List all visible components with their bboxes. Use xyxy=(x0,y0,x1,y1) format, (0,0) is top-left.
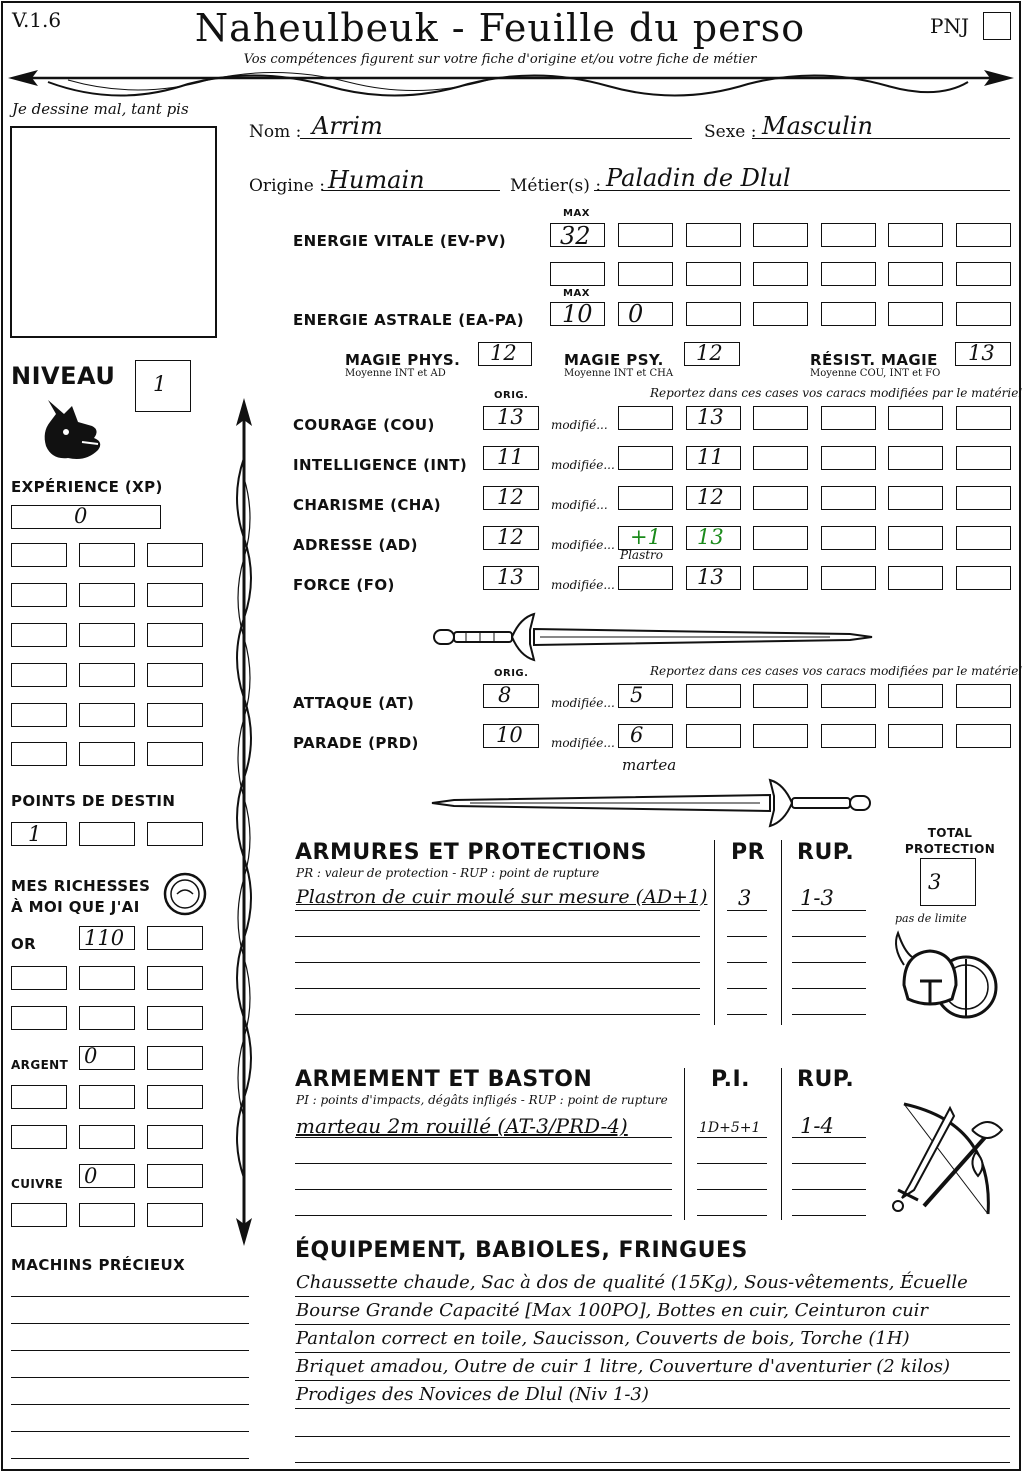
ev-label: ENERGIE VITALE (EV-PV) xyxy=(293,232,506,250)
equipement-line[interactable] xyxy=(295,1324,1010,1325)
carac-mod-label: modifiée... xyxy=(551,458,615,472)
carac-label: ADRESSE (AD) xyxy=(293,536,418,554)
machin-line[interactable] xyxy=(11,1350,249,1351)
xp-box[interactable] xyxy=(147,543,203,567)
armure-line[interactable] xyxy=(295,962,700,963)
ea-box[interactable] xyxy=(686,302,741,326)
ea-label: ENERGIE ASTRALE (EA-PA) xyxy=(293,311,525,329)
carac-mod-box[interactable] xyxy=(821,406,876,430)
resist-magie-note: Moyenne COU, INT et FO xyxy=(810,368,941,379)
niveau-label: NIVEAU xyxy=(11,362,116,390)
equipement-title: ÉQUIPEMENT, BABIOLES, FRINGUES xyxy=(295,1238,748,1263)
weapons-icon xyxy=(884,1094,1008,1218)
equipement-line[interactable] xyxy=(295,1380,1010,1381)
armure-line[interactable] xyxy=(295,1014,700,1015)
carac-mod-box[interactable] xyxy=(753,446,808,470)
ev-box[interactable] xyxy=(753,262,808,286)
xp-value: 0 xyxy=(74,504,88,528)
arme-row-rup[interactable]: 1-4 xyxy=(800,1114,834,1138)
machin-line[interactable] xyxy=(11,1377,249,1378)
machin-line[interactable] xyxy=(11,1323,249,1324)
resist-magie-label: RÉSIST. MAGIE xyxy=(810,351,938,369)
xp-box[interactable] xyxy=(147,742,203,766)
or-label: OR xyxy=(11,935,37,953)
total-label-2: PROTECTION xyxy=(904,842,996,856)
carac-mod-note: Plastro xyxy=(620,548,664,562)
sexe-value[interactable]: Masculin xyxy=(762,112,873,140)
ev-box[interactable] xyxy=(686,262,741,286)
carac-mod-box[interactable] xyxy=(753,566,808,590)
money-box[interactable] xyxy=(11,1203,67,1227)
carac-mod-label: modifié... xyxy=(551,418,608,432)
arme-rup-line[interactable] xyxy=(792,1215,866,1216)
parade-note: martea xyxy=(622,756,677,774)
carac-orig-value: 13 xyxy=(497,405,524,429)
combat-mod-box[interactable] xyxy=(686,724,741,748)
ev-box[interactable] xyxy=(821,223,876,247)
armures-divider-2 xyxy=(781,840,782,1025)
carac-mod-box[interactable] xyxy=(821,446,876,470)
armement-title: ARMEMENT ET BASTON xyxy=(295,1067,593,1092)
magie-psy-value: 12 xyxy=(696,341,723,365)
version-label: V.1.6 xyxy=(12,8,62,32)
origine-label: Origine : xyxy=(249,176,325,196)
armure-pr-line[interactable] xyxy=(727,936,767,937)
carac-mod-box[interactable] xyxy=(821,566,876,590)
xp-box[interactable] xyxy=(79,663,135,687)
orig-label: ORIG. xyxy=(494,390,529,401)
carac-mod-box[interactable] xyxy=(821,526,876,550)
xp-box[interactable] xyxy=(79,703,135,727)
cuivre-label: CUIVRE xyxy=(11,1177,64,1191)
carac-mod-box[interactable] xyxy=(956,446,1011,470)
xp-box[interactable] xyxy=(11,742,67,766)
magie-phys-note: Moyenne INT et AD xyxy=(345,368,446,379)
xp-box[interactable] xyxy=(147,663,203,687)
dragon-head-icon xyxy=(38,392,106,464)
equipement-line[interactable] xyxy=(295,1296,1010,1297)
destin-box[interactable] xyxy=(79,822,135,846)
ea-box[interactable] xyxy=(618,302,673,326)
money-box[interactable] xyxy=(11,1085,67,1109)
armure-row-name[interactable]: Plastron de cuir moulé sur mesure (AD+1) xyxy=(296,886,708,908)
armure-rup-line[interactable] xyxy=(792,1014,866,1015)
magie-phys-label: MAGIE PHYS. xyxy=(345,351,461,369)
money-box[interactable] xyxy=(147,926,203,950)
richesses-label-1: MES RICHESSES xyxy=(11,877,151,895)
combat-report-note: Reportez dans ces cases vos caracs modifiées par le matériel xyxy=(650,664,1023,678)
armure-line[interactable] xyxy=(295,936,700,937)
arme-pi-line[interactable] xyxy=(697,1163,767,1164)
money-box[interactable] xyxy=(79,1125,135,1149)
ev-box[interactable] xyxy=(618,262,673,286)
report-note: Reportez dans ces cases vos caracs modifiées par le matériel xyxy=(650,386,1023,400)
xp-box[interactable] xyxy=(79,742,135,766)
carac-mod-box[interactable] xyxy=(618,406,673,430)
attaque-label: ATTAQUE (AT) xyxy=(293,694,415,712)
arme-rup-line[interactable] xyxy=(792,1189,866,1190)
combat-mod-box[interactable] xyxy=(888,684,943,708)
ea-current-value[interactable]: 0 xyxy=(628,300,644,328)
resist-magie-value: 13 xyxy=(968,341,995,365)
arme-line[interactable] xyxy=(295,1163,672,1164)
ea-max-label: MAX xyxy=(563,288,590,299)
combat-mod-box[interactable] xyxy=(618,684,673,708)
nom-label: Nom : xyxy=(249,122,302,142)
cuivre-value: 0 xyxy=(84,1164,98,1188)
arme-row-pi[interactable]: 1D+5+1 xyxy=(699,1120,761,1136)
ev-box[interactable] xyxy=(821,262,876,286)
carac-mod-box[interactable] xyxy=(888,566,943,590)
sword-icon xyxy=(430,612,874,662)
ev-box[interactable] xyxy=(956,223,1011,247)
richesses-label-2: À MOI QUE J'AI xyxy=(11,898,140,916)
armure-rup-line[interactable] xyxy=(792,988,866,989)
money-box[interactable] xyxy=(79,1006,135,1030)
money-box[interactable] xyxy=(79,1203,135,1227)
armure-line[interactable] xyxy=(295,988,700,989)
pi-label: P.I. xyxy=(711,1067,750,1092)
money-box[interactable] xyxy=(147,1203,203,1227)
ev-box[interactable] xyxy=(888,223,943,247)
destin-label: POINTS DE DESTIN xyxy=(11,792,176,810)
carac-label: CHARISME (CHA) xyxy=(293,496,441,514)
coin-icon xyxy=(163,872,207,916)
xp-box[interactable] xyxy=(147,583,203,607)
niveau-value: 1 xyxy=(153,372,167,396)
sword-icon-2 xyxy=(430,778,874,828)
carac-final-value: 13 xyxy=(697,405,724,429)
xp-box[interactable] xyxy=(11,703,67,727)
armure-rup-line[interactable] xyxy=(792,910,866,911)
machin-line[interactable] xyxy=(11,1458,249,1459)
ev-box[interactable] xyxy=(753,223,808,247)
arme-pi-line[interactable] xyxy=(697,1189,767,1190)
carac-mod-box[interactable] xyxy=(618,566,673,590)
arme-line[interactable] xyxy=(295,1189,672,1190)
money-box[interactable] xyxy=(79,966,135,990)
carac-mod-box[interactable] xyxy=(956,486,1011,510)
total-protection-note: pas de limite xyxy=(895,912,967,925)
money-box[interactable] xyxy=(11,1006,67,1030)
armement-note: PI : points d'impacts, dégâts infligés - RUP : point de rupture xyxy=(296,1093,668,1107)
arme-pi-line[interactable] xyxy=(697,1215,767,1216)
carac-mod-box[interactable] xyxy=(753,486,808,510)
carac-mod-box[interactable] xyxy=(821,486,876,510)
ea-max-value[interactable]: 10 xyxy=(562,300,593,328)
carac-label: FORCE (FO) xyxy=(293,576,395,594)
magie-psy-note: Moyenne INT et CHA xyxy=(564,368,674,379)
money-box[interactable] xyxy=(79,1085,135,1109)
combat-mod-box[interactable] xyxy=(753,684,808,708)
carac-label: INTELLIGENCE (INT) xyxy=(293,456,468,474)
ev-max-label: MAX xyxy=(563,208,590,219)
armure-line[interactable] xyxy=(295,910,700,911)
machins-label: MACHINS PRÉCIEUX xyxy=(11,1256,186,1274)
machin-line[interactable] xyxy=(11,1431,249,1432)
armure-pr-line[interactable] xyxy=(727,988,767,989)
armure-rup-line[interactable] xyxy=(792,962,866,963)
carac-orig-value: 12 xyxy=(497,525,524,549)
parade-mod-label: modifiée... xyxy=(551,736,615,750)
portrait-box[interactable] xyxy=(10,126,217,338)
equipement-text: Prodiges des Novices de Dlul (Niv 1-3) xyxy=(296,1384,649,1405)
carac-final-value: 13 xyxy=(697,525,724,549)
xp-box[interactable] xyxy=(11,663,67,687)
carac-final-value: 11 xyxy=(697,445,724,469)
destin-value: 1 xyxy=(28,822,42,846)
parade-mod-value: 6 xyxy=(630,723,644,747)
armement-divider-1 xyxy=(684,1068,685,1220)
carac-mod-box[interactable] xyxy=(753,526,808,550)
ev-box[interactable] xyxy=(888,262,943,286)
ev-box[interactable] xyxy=(618,223,673,247)
ea-box[interactable] xyxy=(956,302,1011,326)
carac-mod-label: modifiée... xyxy=(551,538,615,552)
pr-label: PR xyxy=(731,840,766,865)
combat-orig-label: ORIG. xyxy=(494,668,529,679)
total-protection-value: 3 xyxy=(928,870,942,894)
equipement-line[interactable] xyxy=(295,1462,1010,1463)
ea-box[interactable] xyxy=(888,302,943,326)
ea-box[interactable] xyxy=(753,302,808,326)
xp-label: EXPÉRIENCE (XP) xyxy=(11,478,163,496)
attaque-orig-value: 8 xyxy=(498,683,512,707)
armures-divider-1 xyxy=(714,840,715,1025)
ev-box[interactable] xyxy=(956,262,1011,286)
carac-label: COURAGE (COU) xyxy=(293,416,435,434)
armement-rup-label: RUP. xyxy=(797,1067,855,1092)
machin-line[interactable] xyxy=(11,1404,249,1405)
magie-psy-label: MAGIE PSY. xyxy=(564,351,664,369)
ev-box[interactable] xyxy=(550,262,605,286)
arme-row-name[interactable]: marteau 2m rouillé (AT-3/PRD-4) xyxy=(296,1114,628,1138)
vertical-spear-icon xyxy=(226,398,262,1246)
xp-box[interactable] xyxy=(11,623,67,647)
argent-label: ARGENT xyxy=(11,1058,69,1072)
combat-mod-box[interactable] xyxy=(821,684,876,708)
equipement-text: Briquet amadou, Outre de cuir 1 litre, Couverture d'aventurier (2 kilos) xyxy=(296,1356,951,1377)
ea-box[interactable] xyxy=(821,302,876,326)
armure-rup-line[interactable] xyxy=(792,936,866,937)
armure-pr-line[interactable] xyxy=(727,910,767,911)
arme-rup-line[interactable] xyxy=(792,1163,866,1164)
carac-mod-box[interactable] xyxy=(888,406,943,430)
armure-row-pr[interactable]: 3 xyxy=(738,886,752,910)
origine-value[interactable]: Humain xyxy=(328,166,425,194)
combat-mod-box[interactable] xyxy=(956,684,1011,708)
xp-box[interactable] xyxy=(147,623,203,647)
attaque-mod-label: modifiée... xyxy=(551,696,615,710)
carac-mod-box[interactable] xyxy=(753,406,808,430)
carac-mod-box[interactable] xyxy=(888,526,943,550)
xp-box[interactable] xyxy=(79,543,135,567)
money-box[interactable] xyxy=(147,966,203,990)
armures-title: ARMURES ET PROTECTIONS xyxy=(295,840,647,865)
helmet-shield-icon xyxy=(890,925,1000,1035)
attaque-mod-value: 5 xyxy=(630,683,644,707)
equipement-text: Chaussette chaude, Sac à dos de qualité (15Kg), Sous-vêtements, Écuelle xyxy=(296,1272,968,1293)
carac-orig-value: 12 xyxy=(497,485,524,509)
page-subtitle: Vos compétences figurent sur votre fiche d'origine et/ou votre fiche de métier xyxy=(243,52,757,67)
carac-mod-value: +1 xyxy=(630,525,661,549)
armure-pr-line[interactable] xyxy=(727,962,767,963)
portrait-caption: Je dessine mal, tant pis xyxy=(12,100,189,118)
equipement-line[interactable] xyxy=(295,1436,1010,1437)
carac-orig-value: 13 xyxy=(497,565,524,589)
carac-mod-box[interactable] xyxy=(618,486,673,510)
carac-mod-box[interactable] xyxy=(618,446,673,470)
carac-orig-value: 11 xyxy=(497,445,524,469)
magie-phys-value: 12 xyxy=(490,341,517,365)
destin-box[interactable] xyxy=(147,822,203,846)
metier-value[interactable]: Paladin de Dlul xyxy=(606,164,791,192)
money-box[interactable] xyxy=(147,1125,203,1149)
pnj-label: PNJ xyxy=(930,14,969,38)
armures-note: PR : valeur de protection - RUP : point de rupture xyxy=(296,866,600,880)
combat-mod-box[interactable] xyxy=(821,724,876,748)
or-value: 110 xyxy=(84,926,125,950)
combat-mod-box[interactable] xyxy=(753,724,808,748)
ev-box[interactable] xyxy=(686,223,741,247)
xp-box[interactable] xyxy=(79,583,135,607)
parade-label: PARADE (PRD) xyxy=(293,734,419,752)
arme-pi-line[interactable] xyxy=(697,1137,767,1138)
metier-label: Métier(s) : xyxy=(510,176,602,196)
arme-line[interactable] xyxy=(295,1215,672,1216)
machin-line[interactable] xyxy=(11,1296,249,1297)
pnj-checkbox[interactable] xyxy=(983,12,1011,40)
money-box[interactable] xyxy=(11,1125,67,1149)
nom-value[interactable]: Arrim xyxy=(312,112,383,140)
armures-rup-label: RUP. xyxy=(797,840,855,865)
money-box[interactable] xyxy=(11,966,67,990)
total-label-1: TOTAL xyxy=(927,826,973,840)
combat-mod-box[interactable] xyxy=(956,724,1011,748)
carac-mod-box[interactable] xyxy=(888,446,943,470)
armement-divider-2 xyxy=(781,1068,782,1220)
combat-mod-box[interactable] xyxy=(888,724,943,748)
sexe-label: Sexe : xyxy=(704,122,757,142)
parade-orig-value: 10 xyxy=(496,723,523,747)
carac-final-value: 13 xyxy=(697,565,724,589)
money-box[interactable] xyxy=(147,1006,203,1030)
carac-mod-box[interactable] xyxy=(956,406,1011,430)
carac-mod-label: modifié... xyxy=(551,498,608,512)
armure-pr-line[interactable] xyxy=(727,1014,767,1015)
ev-max-value[interactable]: 32 xyxy=(560,222,591,250)
xp-box[interactable] xyxy=(79,623,135,647)
money-box[interactable] xyxy=(147,1164,203,1188)
page-title: Naheulbeuk - Feuille du perso xyxy=(194,6,806,50)
xp-box[interactable] xyxy=(11,583,67,607)
equipement-text: Bourse Grande Capacité [Max 100PO], Bottes en cuir, Ceinturon cuir xyxy=(296,1300,929,1321)
xp-box[interactable] xyxy=(147,703,203,727)
argent-value: 0 xyxy=(84,1044,98,1068)
xp-box[interactable] xyxy=(11,543,67,567)
equipement-line[interactable] xyxy=(295,1408,1010,1409)
money-box[interactable] xyxy=(147,1085,203,1109)
carac-mod-box[interactable] xyxy=(888,486,943,510)
carac-mod-label: modifiée... xyxy=(551,578,615,592)
money-box[interactable] xyxy=(147,1046,203,1070)
carac-final-value: 12 xyxy=(697,485,724,509)
carac-mod-box[interactable] xyxy=(956,526,1011,550)
armure-row-rup[interactable]: 1-3 xyxy=(800,886,834,910)
combat-mod-box[interactable] xyxy=(618,724,673,748)
equipement-text: Pantalon correct en toile, Saucisson, Couverts de bois, Torche (1H) xyxy=(296,1328,910,1349)
carac-mod-box[interactable] xyxy=(956,566,1011,590)
equipement-line[interactable] xyxy=(295,1352,1010,1353)
combat-mod-box[interactable] xyxy=(686,684,741,708)
